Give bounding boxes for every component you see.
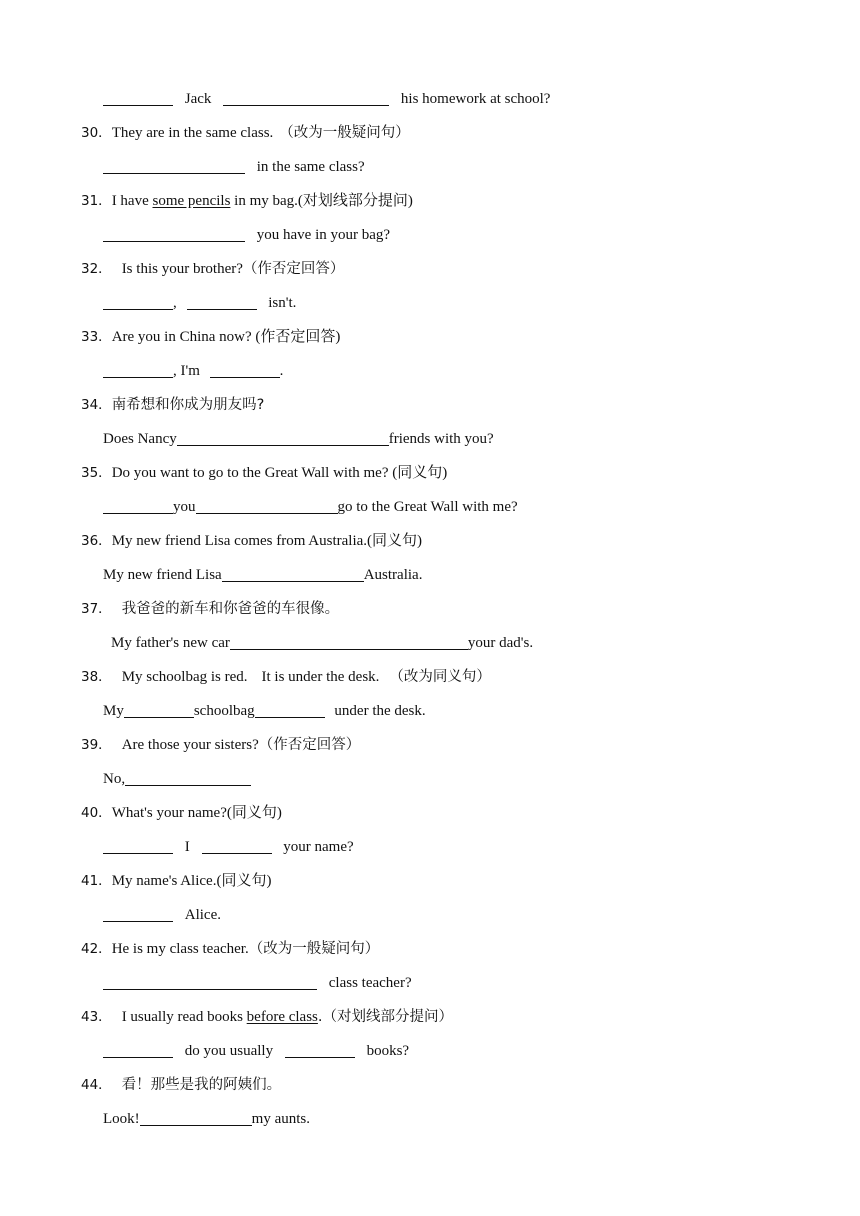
question-text: 我爸爸的新车和你爸爸的车很像。 xyxy=(121,601,340,617)
answer-blank[interactable] xyxy=(103,293,173,310)
answer-line-29 xyxy=(103,88,550,110)
question-instruction: （改为同义句） xyxy=(389,669,491,685)
question-instruction: （改为一般疑问句） xyxy=(248,941,380,957)
question-33 xyxy=(81,326,340,348)
answer-text: under the desk. xyxy=(334,703,426,719)
question-31 xyxy=(81,190,413,212)
question-text: I usually read books xyxy=(121,1009,243,1025)
answer-blank[interactable] xyxy=(187,293,257,310)
answer-text: Jack xyxy=(184,91,212,107)
answer-blank[interactable] xyxy=(103,1041,173,1058)
question-text: 南希想和你成为朋友吗? xyxy=(111,397,265,413)
question-35 xyxy=(81,462,447,484)
question-text: It is under the desk. xyxy=(261,669,380,685)
answer-text: your dad's. xyxy=(467,635,534,651)
question-number: 43． xyxy=(81,1009,112,1025)
question-44 xyxy=(81,1074,281,1096)
answer-blank[interactable] xyxy=(103,157,245,174)
question-number: 35． xyxy=(81,465,112,481)
question-number: 34． xyxy=(81,397,112,413)
question-text: My name's Alice.(同义句) xyxy=(111,873,272,889)
question-number: 40． xyxy=(81,805,112,821)
answer-blank[interactable] xyxy=(103,89,173,106)
answer-text: you xyxy=(173,499,196,515)
question-34 xyxy=(81,394,264,416)
answer-blank[interactable] xyxy=(222,565,364,582)
answer-blank[interactable] xyxy=(103,361,173,378)
answer-text: I xyxy=(184,839,190,855)
question-instruction: （改为一般疑问句） xyxy=(279,125,410,141)
question-42 xyxy=(81,938,379,960)
answer-blank[interactable] xyxy=(196,497,338,514)
question-text: in my bag.(对划线部分提问) xyxy=(234,193,413,209)
answer-line-42 xyxy=(103,972,412,994)
answer-text: go to the Great Wall with me? xyxy=(337,499,518,515)
answer-blank[interactable] xyxy=(103,837,173,854)
answer-line-38 xyxy=(103,700,426,722)
answer-text: books? xyxy=(366,1043,410,1059)
question-text: 看！那些是我的阿姨们。 xyxy=(121,1077,282,1093)
question-text: My schoolbag is red. xyxy=(121,669,248,685)
underlined-phrase: before class xyxy=(246,1009,318,1025)
question-text: I have xyxy=(111,193,149,209)
question-number: 36． xyxy=(81,533,112,549)
question-number: 33． xyxy=(81,329,112,345)
question-40 xyxy=(81,802,282,824)
question-text: What's your name?(同义句) xyxy=(111,805,282,821)
answer-blank[interactable] xyxy=(177,429,389,446)
answer-text: schoolbag xyxy=(193,703,255,719)
answer-line-31 xyxy=(103,224,390,246)
answer-blank[interactable] xyxy=(210,361,280,378)
question-43 xyxy=(81,1006,453,1028)
answer-text: his homework at school? xyxy=(400,91,551,107)
answer-text: Alice. xyxy=(184,907,221,923)
answer-text: My xyxy=(103,703,124,719)
answer-line-41 xyxy=(103,904,221,926)
question-instruction: （作否定回答） xyxy=(242,261,345,277)
answer-blank[interactable] xyxy=(124,701,194,718)
answer-line-40 xyxy=(103,836,354,858)
answer-text: , xyxy=(173,295,177,311)
answer-blank[interactable] xyxy=(230,633,468,650)
question-number: 32． xyxy=(81,261,112,277)
answer-blank[interactable] xyxy=(103,905,173,922)
answer-text: do you usually xyxy=(184,1043,274,1059)
answer-line-37 xyxy=(111,632,533,654)
question-number: 38． xyxy=(81,669,112,685)
answer-blank[interactable] xyxy=(140,1109,252,1126)
answer-line-30 xyxy=(103,156,365,178)
answer-text: class teacher? xyxy=(328,975,412,991)
question-30 xyxy=(81,122,410,144)
answer-line-36 xyxy=(103,564,422,586)
answer-text: My father's new car xyxy=(111,635,230,651)
question-38 xyxy=(81,666,491,688)
answer-blank[interactable] xyxy=(285,1041,355,1058)
question-number: 42． xyxy=(81,941,112,957)
question-37 xyxy=(81,598,339,620)
answer-line-32 xyxy=(103,292,296,314)
answer-text: friends with you? xyxy=(388,431,494,447)
question-instruction: （作否定回答） xyxy=(258,737,361,753)
question-text: Are you in China now? (作否定回答) xyxy=(111,329,341,345)
answer-blank[interactable] xyxy=(103,497,173,514)
answer-blank[interactable] xyxy=(255,701,325,718)
question-number: 31． xyxy=(81,193,112,209)
question-text: They are in the same class. xyxy=(111,125,274,141)
answer-text: Australia. xyxy=(363,567,423,583)
answer-blank[interactable] xyxy=(223,89,389,106)
answer-line-43 xyxy=(103,1040,409,1062)
question-39 xyxy=(81,734,360,756)
underlined-phrase: some pencils xyxy=(152,193,231,209)
answer-line-35 xyxy=(103,496,518,518)
answer-blank[interactable] xyxy=(125,769,251,786)
question-number: 44． xyxy=(81,1077,112,1093)
question-41 xyxy=(81,870,271,892)
answer-line-34 xyxy=(103,428,494,450)
answer-blank[interactable] xyxy=(202,837,272,854)
question-text: Do you want to go to the Great Wall with me? (同义句) xyxy=(111,465,448,481)
answer-text: No, xyxy=(103,771,126,787)
question-text: My new friend Lisa comes from Australia.(同义句) xyxy=(111,533,423,549)
question-number: 41． xyxy=(81,873,112,889)
answer-line-44 xyxy=(103,1108,310,1130)
question-number: 37． xyxy=(81,601,112,617)
answer-text: Does Nancy xyxy=(103,431,177,447)
question-text: Are those your sisters? xyxy=(121,737,259,753)
answer-text: my aunts. xyxy=(251,1111,311,1127)
answer-text: Look! xyxy=(103,1111,140,1127)
answer-text: isn't. xyxy=(268,295,297,311)
answer-text: , I'm xyxy=(173,363,200,379)
question-32 xyxy=(81,258,344,280)
answer-blank[interactable] xyxy=(103,973,317,990)
answer-text: your name? xyxy=(283,839,354,855)
answer-text: in the same class? xyxy=(256,159,365,175)
answer-line-33 xyxy=(103,360,283,382)
answer-line-39 xyxy=(103,768,251,790)
question-instruction: .（对划线部分提问） xyxy=(317,1009,453,1025)
answer-blank[interactable] xyxy=(103,225,245,242)
question-number: 30． xyxy=(81,125,112,141)
answer-text: you have in your bag? xyxy=(256,227,391,243)
question-36 xyxy=(81,530,422,552)
question-text: He is my class teacher. xyxy=(111,941,249,957)
question-text: Is this your brother? xyxy=(121,261,243,277)
question-number: 39． xyxy=(81,737,112,753)
answer-text: My new friend Lisa xyxy=(103,567,222,583)
answer-text: . xyxy=(279,363,284,379)
